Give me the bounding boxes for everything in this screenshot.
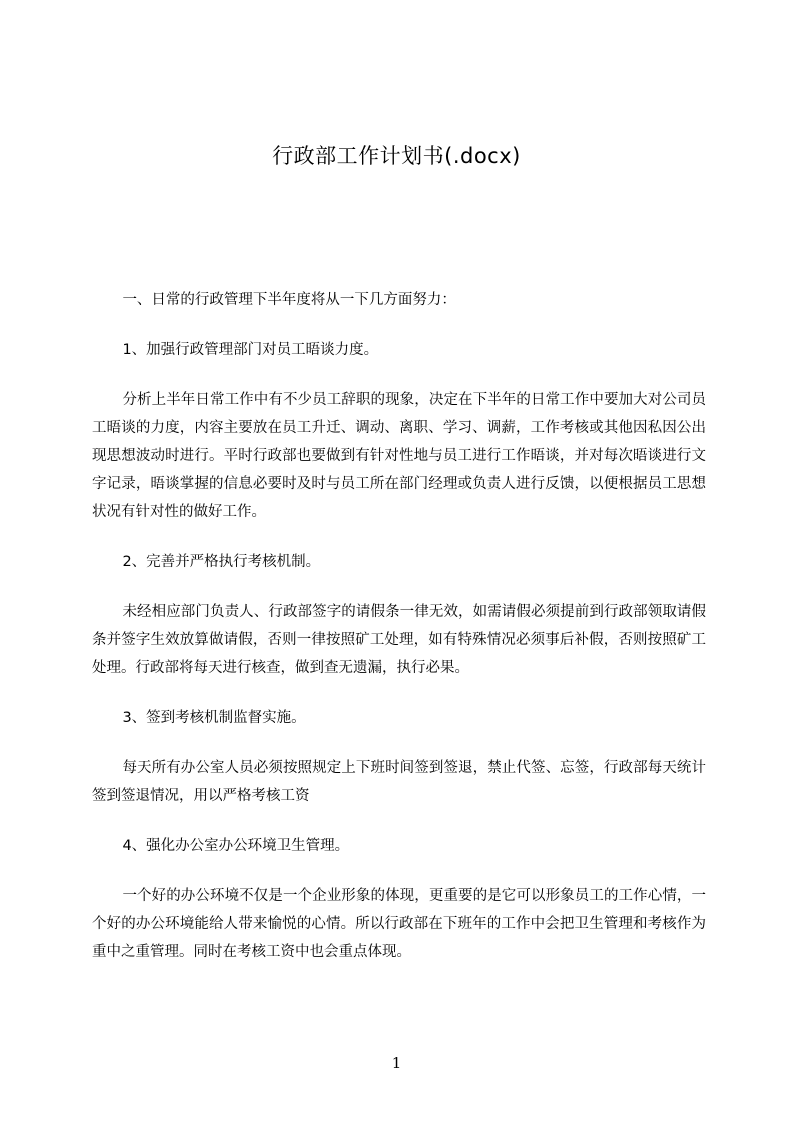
document-title: 行政部工作计划书(.docx) (272, 144, 521, 168)
subsection-heading: 2、完善并严格执行考核机制。 (122, 554, 321, 570)
body-paragraph: 分析上半年日常工作中有不少员工辞职的现象，决定在下半年的日常工作中要加大对公司员工晤谈的力度，内容主要放在员工升迁、调动、离职、学习、调薪，工作考核或其他因私因公出现思想波动时进行。平时行政部也要做到有针对性地与员工进行工作晤谈，并对每次晤谈进行文字记录，晤谈掌握的信息必要时及时与员工所在部门经理或负责人进行反馈，以便根据员工思想状况有针对性的做好工作。 (92, 392, 706, 520)
document-body (92, 286, 706, 988)
subsection-heading: 1、加强行政管理部门对员工晤谈力度。 (122, 342, 379, 358)
body-paragraph: 一个好的办公环境不仅是一个企业形象的体现，更重要的是它可以形象员工的工作心情，一个好的办公环境能给人带来愉悦的心情。所以行政部在下班年的工作中会把卫生管理和考核作为重中之重管理。同时在考核工资中也会重点体现。 (92, 888, 706, 960)
section-heading: 一、日常的行政管理下半年度将从一下几方面努力： (122, 292, 456, 308)
body-paragraph: 每天所有办公室人员必须按照规定上下班时间签到签退，禁止代签、忘签，行政部每天统计签到签退情况，用以严格考核工资 (92, 760, 706, 804)
body-paragraph: 未经相应部门负责人、行政部签字的请假条一律无效，如需请假必须提前到行政部领取请假条并签字生效放算做请假，否则一律按照矿工处理，如有特殊情况必须事后补假，否则按照矿工处理。行政部将每天进行核查，做到查无遗漏，执行必果。 (92, 604, 706, 676)
subsection-heading: 3、签到考核机制监督实施。 (122, 710, 306, 726)
page-number: 1 (391, 1054, 402, 1072)
subsection-heading: 4、强化办公室办公环境卫生管理。 (122, 838, 350, 854)
